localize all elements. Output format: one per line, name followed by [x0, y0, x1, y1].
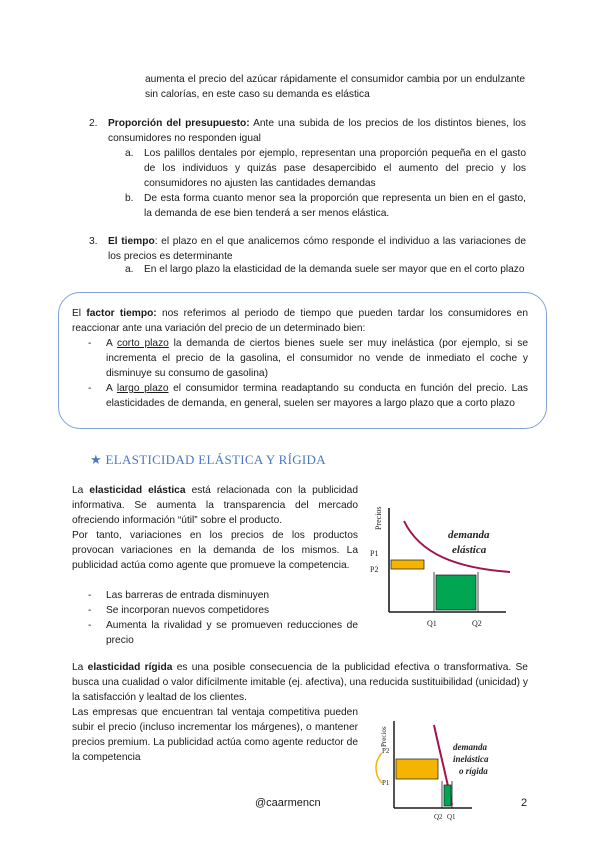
- elastic-paragraph-1: [72, 483, 358, 528]
- item2b-text: De esta forma cuanto menor sea la proporción que representa un bien en el gasto, la demanda de ese bien tenderá a ser menos elástica.: [144, 193, 526, 219]
- rigid-paragraph-2: Las empresas que encuentran tal ventaja competitiva pueden subir el precio (incluso incrementar los márgenes), o mantener precios premium. La publicidad actúa como agente reductor de la competencia: [72, 707, 358, 763]
- chart1-y-axis-label: Precios: [374, 506, 383, 530]
- chart2-y-axis-label: Precios: [380, 726, 388, 747]
- box-bullet-2-pre: A: [106, 383, 117, 394]
- chart1-p2-label: P2: [370, 565, 379, 574]
- item2-body: Ante una subida de los precios de los distintos bienes, los consumidores no responden igual: [108, 118, 527, 144]
- chart1-curve-label-2: elástica: [452, 544, 487, 556]
- item3-text: [108, 234, 526, 264]
- elastic-bullet-dash: -: [88, 590, 92, 601]
- box-bullet-1-rest: la demanda de ciertos bienes suele ser muy inelástica (por ejemplo, si se incrementa el precio de la gasolina, el consumidor no vende de inmediato el coche y disminuye su consumo de gasolina): [106, 338, 528, 379]
- item2b-letter: b.: [125, 193, 134, 204]
- item3-body: : el plazo en el que analicemos cómo responde el individuo a las variaciones de los precios es determinante: [108, 236, 526, 262]
- chart1-q1-label: Q1: [427, 619, 437, 628]
- elastic-paragraph-2: Por tanto, variaciones en los precios de los productos provocan variaciones en la demanda de los mismos. La publicidad actúa como agente que promueve la competencia.: [72, 530, 358, 571]
- rigid-demand-chart: [368, 713, 500, 825]
- box-bullet-1-pre: A: [106, 338, 118, 349]
- item2-text: [108, 116, 526, 146]
- elastic-p1-rest: está relacionada con la publicidad informativa. Se aumenta la transparencia del mercado ofreciendo información “útil” sobre el producto.: [72, 485, 358, 526]
- chart2-curve-label-2: inelástica: [453, 754, 489, 764]
- intro-continuation: aumenta el precio del azúcar rápidamente el consumidor cambia por un endulzante sin calorías, en este caso su demanda es elástica: [145, 74, 525, 100]
- elastic-bullet-1: Las barreras de entrada disminuyen: [106, 590, 270, 601]
- elastic-demand-chart: [368, 496, 528, 634]
- chart2-q1-label: Q1: [447, 813, 456, 821]
- box-bullet-2-rest: el consumidor termina readaptando su conducta en función del precio. Las elasticidades de demanda, en general, suelen ser mayores a largo plazo que a corto plazo: [106, 383, 528, 409]
- item3a-letter: a.: [125, 264, 134, 275]
- elastic-bold: elasticidad elástica: [89, 485, 186, 496]
- box-bullet-2: [106, 381, 528, 411]
- chart2-curve-label-3: o rígida: [459, 766, 488, 776]
- page-number: 2: [521, 797, 528, 809]
- chart1-price-rect: [391, 560, 424, 569]
- item2a-text: Los palillos dentales por ejemplo, representan una proporción pequeña en el gasto de los individuos y quizás pase desapercibido el aumento del precio y los consumidores no ajusten las cantidades demandas: [144, 148, 526, 189]
- chart1-quantity-rect: [436, 575, 476, 610]
- box-intro-rest: nos referimos al periodo de tiempo que pueden tardar los consumidores en reaccionar ante una variación del precio de un determinado bien:: [72, 308, 528, 334]
- box-intro-bold: factor tiempo:: [86, 308, 157, 319]
- chart1-curve-label-1: demanda: [448, 529, 490, 541]
- elastic-bullet-2: Se incorporan nuevos competidores: [106, 605, 270, 616]
- item2-number: 2.: [89, 118, 98, 129]
- item3-number: 3.: [89, 236, 98, 247]
- rigid-p1-rest: es una posible consecuencia de la publicidad efectiva o transformativa. Se busca una cualidad o valor difícilmente imitable (ej. afectiva), una reducida sustituibilidad (unicidad) y la satisfacción y lealtad de los clientes.: [72, 662, 528, 703]
- elastic-bullet-dash: -: [88, 620, 92, 631]
- item3-title: El tiempo: [108, 236, 155, 247]
- chart1-p1-label: P1: [370, 549, 379, 558]
- box-bullet-1-underline: corto plazo: [117, 338, 169, 349]
- chart2-price-rect: [396, 759, 438, 779]
- item2-title: Proporción del presupuesto:: [108, 118, 250, 129]
- chart2-q2-label: Q2: [434, 813, 443, 821]
- box-bullet-dash: -: [88, 338, 92, 349]
- footer-author: @caarmencn: [255, 797, 321, 809]
- elastic-bullet-3: Aumenta la rivalidad y se promueven reducciones de precio: [106, 620, 358, 646]
- chart1-q2-label: Q2: [472, 619, 482, 628]
- section-heading: [90, 452, 326, 468]
- star-icon: ★: [90, 452, 106, 467]
- rigid-paragraph-1: [72, 660, 528, 705]
- chart2-curve-label-1: demanda: [453, 742, 488, 752]
- item3a-text: En el largo plazo la elasticidad de la demanda suele ser mayor que en el corto plazo: [144, 264, 525, 275]
- box-intro: [72, 306, 528, 336]
- elastic-bullet-dash: -: [88, 605, 92, 616]
- section-heading-text: ELASTICIDAD ELÁSTICA Y RÍGIDA: [105, 452, 326, 467]
- rigid-bold: elasticidad rígida: [87, 662, 173, 673]
- box-intro-pre: El: [72, 308, 87, 319]
- box-bullet-2-underline: largo plazo: [116, 383, 169, 394]
- chart2-p2-label: P2: [382, 747, 390, 755]
- chart2-p1-label: P1: [382, 779, 390, 787]
- item2a-letter: a.: [125, 148, 134, 159]
- box-bullet-1: [106, 336, 528, 381]
- elastic-p1-pre: La: [72, 485, 90, 496]
- chart2-quantity-rect: [444, 785, 451, 806]
- box-bullet-dash: -: [88, 383, 92, 394]
- rigid-p1-pre: La: [72, 662, 88, 673]
